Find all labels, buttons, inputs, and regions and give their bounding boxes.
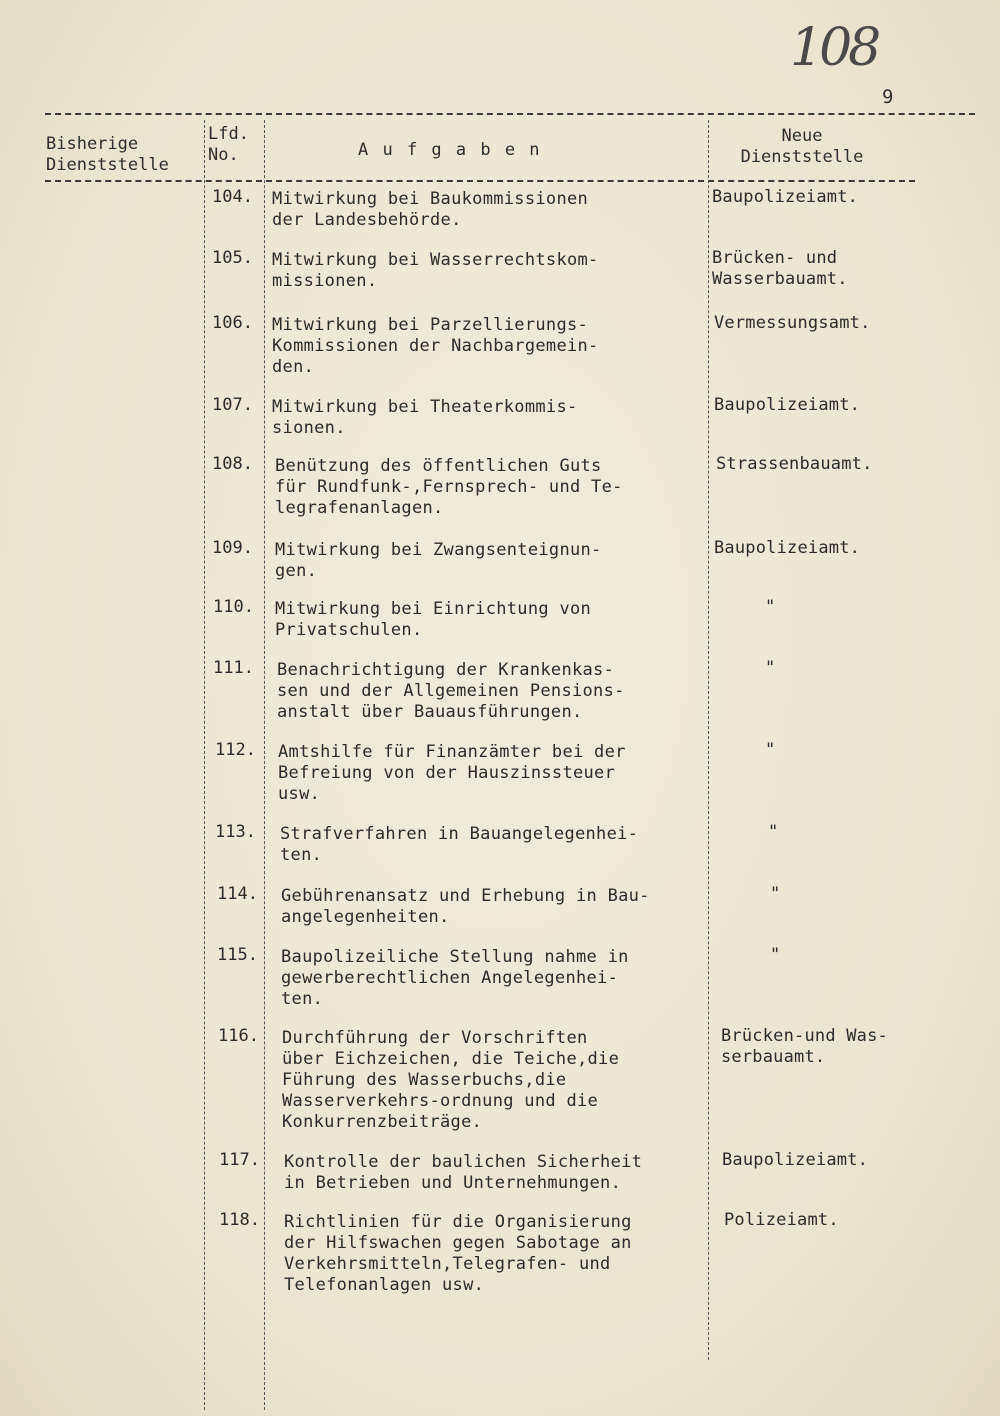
row-number: 108.	[212, 454, 253, 474]
row-number: 111.	[213, 658, 254, 678]
row-new-office: Baupolizeiamt.	[714, 395, 861, 415]
handwritten-page-number: 108	[790, 18, 878, 78]
header-previous-office: Bisherige Dienststelle	[46, 134, 169, 175]
row-task: Mitwirkung bei Theaterkommis- sionen.	[272, 397, 578, 438]
row-number: 107.	[212, 395, 253, 415]
row-task: Durchführung der Vorschriften über Eichzeichen, die Teiche,die Führung des Wasserbuchs,die Wasserverkehrs-ordnung und die Konkurrenzbeiträge.	[282, 1028, 620, 1132]
row-number: 106.	[212, 313, 253, 333]
row-number: 114.	[217, 884, 258, 904]
row-number: 110.	[213, 597, 254, 617]
row-task: Benachrichtigung der Krankenkas- sen und der Allgemeinen Pensions- anstalt über Bauausführungen.	[277, 660, 625, 722]
row-number: 117.	[219, 1150, 260, 1170]
row-new-office: "	[770, 884, 781, 904]
header-new-office: Neue Dienststelle	[740, 126, 864, 167]
row-task: Kontrolle der baulichen Sicherheit in Betrieben und Unternehmungen.	[284, 1152, 643, 1193]
row-number: 109.	[212, 538, 253, 558]
row-task: Gebührenansatz und Erhebung in Bau- angelegenheiten.	[281, 886, 650, 927]
row-new-office: Brücken-und Was- serbauamt.	[721, 1026, 888, 1067]
row-number: 116.	[218, 1026, 259, 1046]
row-number: 113.	[215, 822, 256, 842]
row-new-office: Brücken- und Wasserbauamt.	[712, 248, 848, 289]
row-task: Mitwirkung bei Baukommissionen der Landesbehörde.	[272, 189, 589, 230]
row-task: Mitwirkung bei Einrichtung von Privatschulen.	[275, 599, 592, 640]
row-task: Mitwirkung bei Parzellierungs- Kommissionen der Nachbargemein- den.	[272, 315, 599, 377]
row-task: Baupolizeiliche Stellung nahme in gewerberechtlichen Angelegenhei- ten.	[281, 947, 629, 1009]
row-task: Benützung des öffentlichen Guts für Rundfunk-,Fernsprech- und Te- legrafenanlagen.	[275, 456, 623, 518]
page-number: 9	[882, 86, 894, 108]
row-new-office: Strassenbauamt.	[716, 454, 873, 474]
row-new-office: "	[770, 945, 781, 965]
header-serial-no: Lfd. No.	[208, 124, 249, 165]
row-number: 115.	[217, 945, 258, 965]
row-new-office: Baupolizeiamt.	[714, 538, 861, 558]
row-task: Amtshilfe für Finanzämter bei der Befreiung von der Hauszinssteuer usw.	[278, 742, 626, 804]
row-number: 105.	[212, 248, 253, 268]
row-new-office: Vermessungsamt.	[714, 313, 871, 333]
row-new-office: Baupolizeiamt.	[722, 1150, 869, 1170]
row-task: Strafverfahren in Bauangelegenhei- ten.	[280, 824, 639, 865]
row-number: 112.	[215, 740, 256, 760]
row-new-office: Polizeiamt.	[724, 1210, 839, 1230]
row-new-office: Baupolizeiamt.	[712, 187, 859, 207]
row-number: 104.	[212, 187, 253, 207]
row-number: 118.	[219, 1210, 260, 1230]
row-new-office: "	[765, 740, 776, 760]
row-new-office: "	[768, 822, 779, 842]
row-task: Mitwirkung bei Wasserrechtskom- missionen.	[272, 250, 599, 291]
row-task: Richtlinien für die Organisierung der Hilfswachen gegen Sabotage an Verkehrsmitteln,Telegrafen- und Telefonanlagen usw.	[284, 1212, 632, 1295]
row-new-office: "	[765, 658, 776, 678]
row-task: Mitwirkung bei Zwangsenteignun- gen.	[275, 540, 602, 581]
header-tasks: A u f g a b e n	[358, 140, 542, 160]
row-new-office: "	[765, 597, 776, 617]
